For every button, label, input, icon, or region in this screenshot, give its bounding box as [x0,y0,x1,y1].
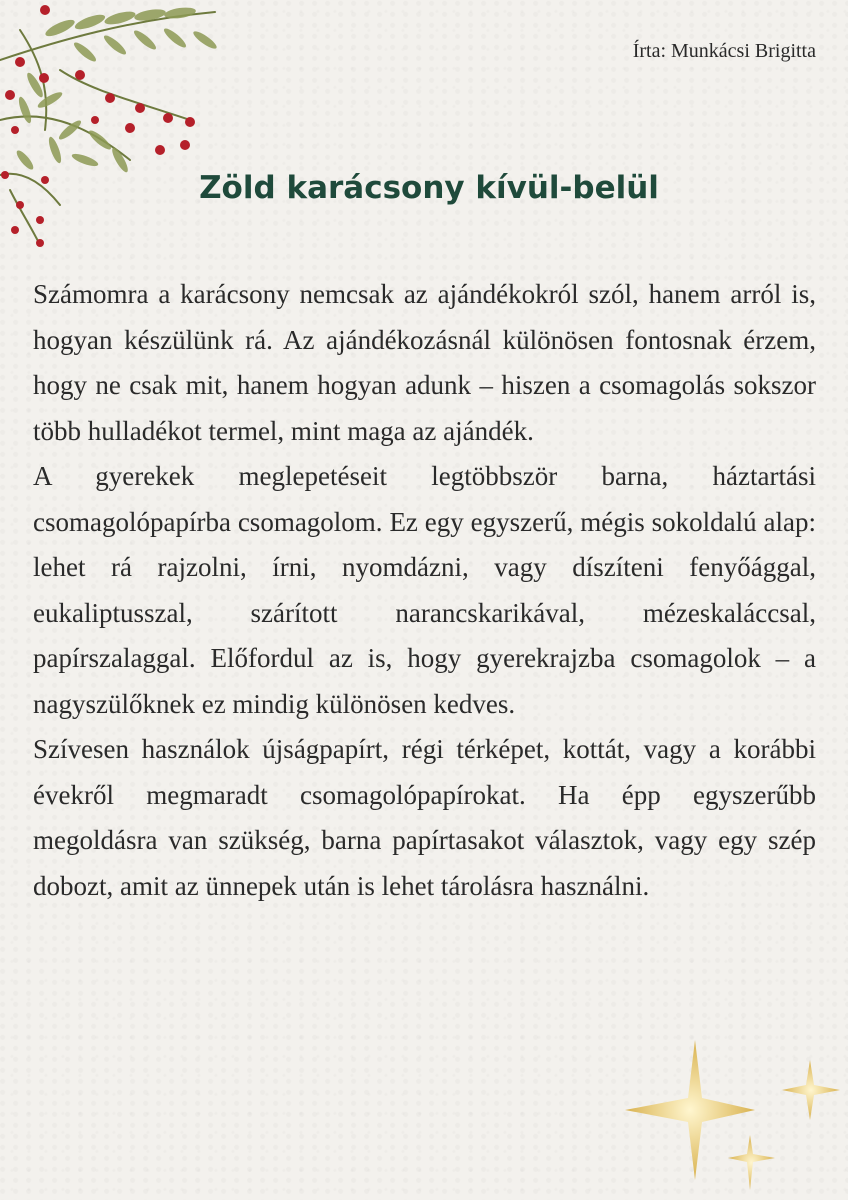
tiny-sparkle-icon [728,1135,775,1190]
small-sparkle-icon [782,1060,840,1120]
paragraph-1: Számomra a karácsony nemcsak az ajándékokról szól, hanem arról is, hogyan készülünk rá. Az ajándékozásnál különösen fontosnak érzem, hogy ne csak mit, hanem hogyan adunk – hiszen a csomagolás sokszor több hulladékot termel, mint maga az ajándék. [33,279,816,446]
author-line: Írta: Munkácsi Brigitta [632,40,816,62]
page-title: Zöld karácsony kívül-belül [199,170,659,206]
pine-berry-branch-decoration [0,0,240,260]
gold-sparkles-decoration [610,1030,848,1200]
paragraph-3: Szívesen használok újságpapírt, régi térképet, kottát, vagy a korábbi évekről megmaradt csomagolópapírokat. Ha épp egyszerűbb megoldásra van szükség, barna papírtasakot választok, vagy egy szép dobozt, amit az ünnepek után is lehet tárolásra használni. [33,734,816,901]
paragraph-2: A gyerekek meglepetéseit legtöbbször barna, háztartási csomagolópapírba csomagolom. Ez egy egyszerű, mégis sokoldalú alap: lehet rá rajzolni, írni, nyomdázni, vagy díszíteni fenyőággal, eukaliptusszal, szárított narancskarikával, mézeskaláccsal, papírszalaggal. Előfordul az is, hogy gyerekrajzba csomagolok – a nagyszülőknek ez mindig különösen kedves. [33,461,816,719]
article-body [33,272,816,909]
